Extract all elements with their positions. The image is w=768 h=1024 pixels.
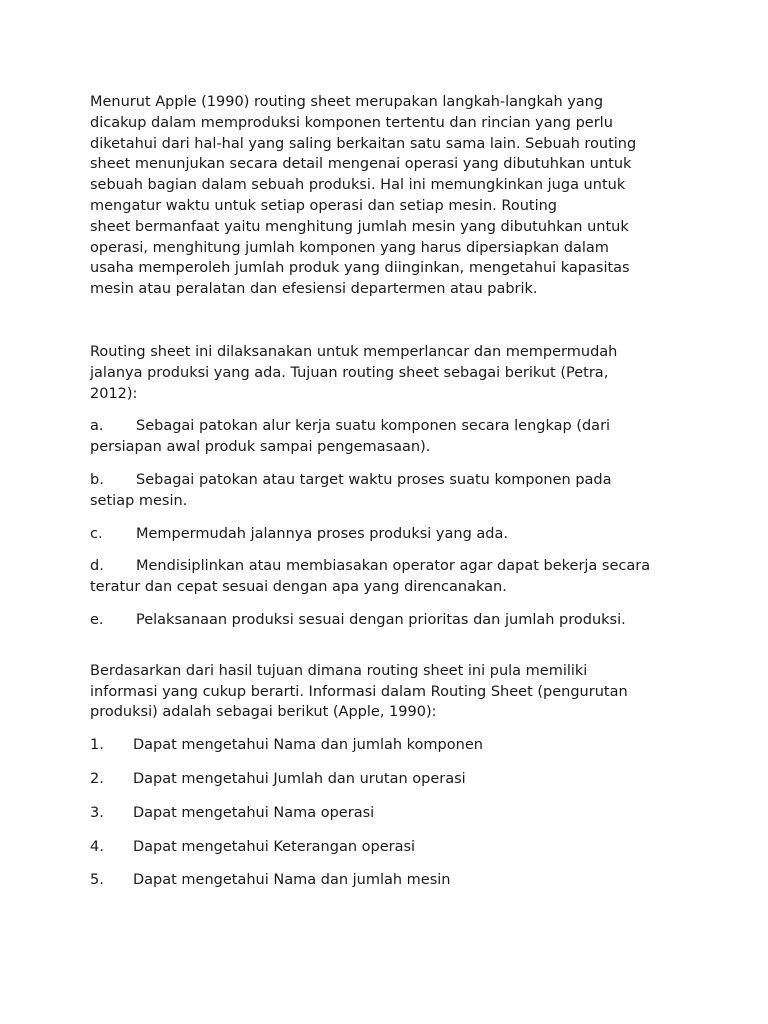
information-list bbox=[90, 735, 680, 891]
paragraph-routing-sheet-purpose: Routing sheet ini dilaksanakan untuk memperlancar dan mempermudah jalanya produksi yang ada. Tujuan routing sheet sebagai berikut (Petra, 2012): bbox=[90, 343, 618, 402]
list-item-text: Dapat mengetahui Nama dan jumlah komponen bbox=[133, 737, 483, 754]
list-item bbox=[90, 416, 680, 458]
paragraph-routing-sheet-definition: Menurut Apple (1990) routing sheet merupakan langkah-langkah yang dicakup dalam memproduksi komponen tertentu dan rincian yang perlu diketahui dari hal-hal yang saling berkaitan satu sama lain. Sebuah routing sheet menunjukan secara detail mengenai operasi yang dibutuhkan untuk sebuah bagian dalam sebuah produksi. Hal ini memungkinkan juga untuk mengatur waktu untuk setiap operasi dan setiap mesin. Routing sheet bermanfaat yaitu menghitung jumlah mesin yang dibutuhkan untuk operasi, menghitung jumlah komponen yang harus dipersiapkan dalam usaha memperoleh jumlah produk yang diinginkan, mengetahui kapasitas mesin atau peralatan dan efesiensi departermen atau pabrik. bbox=[90, 94, 637, 298]
list-item bbox=[90, 735, 680, 756]
document-body bbox=[90, 92, 680, 904]
list-item-text: Mendisiplinkan atau membiasakan operator agar dapat bekerja secara teratur dan cepat sesuai dengan apa yang direncanakan. bbox=[90, 558, 651, 596]
list-marker: c. bbox=[90, 525, 103, 542]
list-marker: 1. bbox=[90, 737, 104, 754]
list-item-text: Pelaksanaan produksi sesuai dengan prioritas dan jumlah produksi. bbox=[136, 611, 626, 628]
list-marker: d. bbox=[90, 558, 104, 575]
list-item-text: Dapat mengetahui Nama dan jumlah mesin bbox=[133, 872, 451, 889]
list-item-text: Mempermudah jalannya proses produksi yang ada. bbox=[136, 525, 508, 542]
list-item-text: Dapat mengetahui Keterangan operasi bbox=[133, 838, 416, 855]
list-item bbox=[90, 610, 680, 631]
list-item-text: Dapat mengetahui Jumlah dan urutan operasi bbox=[133, 770, 466, 787]
list-item bbox=[90, 870, 680, 891]
list-marker: 3. bbox=[90, 804, 104, 821]
list-item bbox=[90, 803, 680, 824]
paragraph-routing-sheet-information: Berdasarkan dari hasil tujuan dimana routing sheet ini pula memiliki informasi yang cukup berarti. Informasi dalam Routing Sheet (pengurutan produksi) adalah sebagai berikut (Apple, 1990): bbox=[90, 662, 628, 721]
list-marker: e. bbox=[90, 611, 104, 628]
list-item bbox=[90, 769, 680, 790]
list-item bbox=[90, 470, 680, 512]
purpose-list bbox=[90, 416, 680, 630]
list-marker: 5. bbox=[90, 872, 104, 889]
list-item-text: Sebagai patokan alur kerja suatu komponen secara lengkap (dari persiapan awal produk sampai pengemasaan). bbox=[90, 418, 611, 456]
list-marker: 2. bbox=[90, 770, 104, 787]
list-marker: b. bbox=[90, 471, 104, 488]
list-marker: a. bbox=[90, 418, 104, 435]
list-item bbox=[90, 837, 680, 858]
list-item bbox=[90, 556, 680, 598]
list-item bbox=[90, 524, 680, 545]
list-item-text: Dapat mengetahui Nama operasi bbox=[133, 804, 375, 821]
list-marker: 4. bbox=[90, 838, 104, 855]
list-item-text: Sebagai patokan atau target waktu proses suatu komponen pada setiap mesin. bbox=[90, 471, 612, 509]
